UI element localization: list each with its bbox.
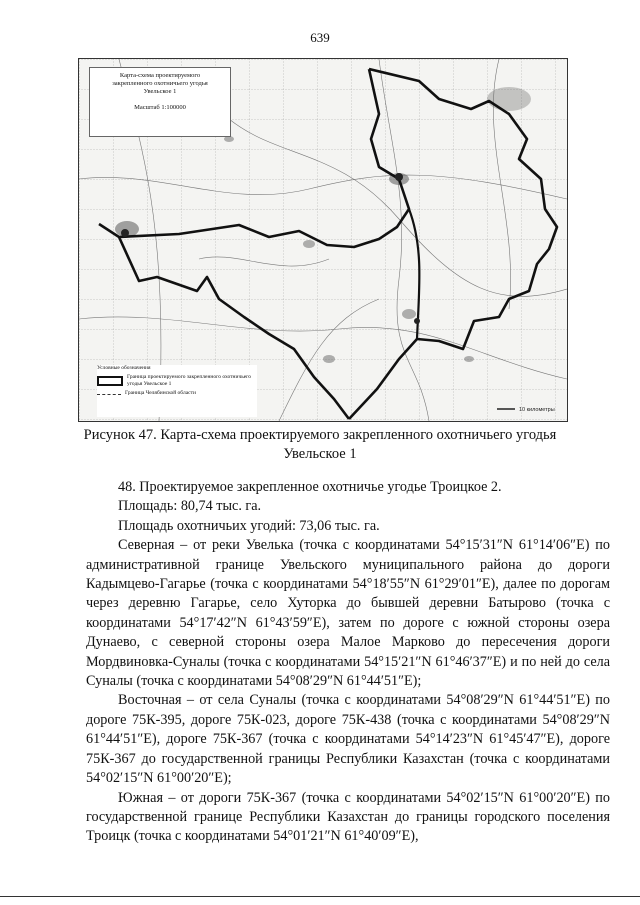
legend-row-region [97, 390, 257, 397]
legend-region-label: Граница Челябинской области [125, 390, 196, 396]
map-title-line: закрепленного охотничьего угодья [112, 80, 208, 87]
scale-bar-label: 10 километры [519, 407, 555, 413]
page-number: 639 [310, 30, 330, 45]
map-title-box [89, 67, 231, 137]
caption-line-2: Увельское 1 [283, 446, 357, 462]
map-title-line: Увельское 1 [143, 88, 177, 95]
map-title-line: Карта-схема проектируемого [119, 72, 201, 79]
section-text [86, 478, 610, 847]
legend-heading: Условные обозначения [97, 365, 151, 371]
figure-caption [40, 426, 600, 464]
north-boundary-paragraph: Северная – от реки Увелька (точка с координатами 54°15′31″N 61°14′06″E) по административной границе Увельского муниципального района до дороги Кадымцево-Гагарье (точка с координатами 54°18′55″N 61°29′01″E), далее по дорогам через деревню Гагарье, село Хуторка до бывшей деревни Батырово (точка с координатами 54°17′42″N 61°43′59″E), затем по дороге с южной стороны озера Дунаево, с северной стороны озера Малое Марково до пересечения дороги Мордвиновка-Суналы (точка с координатами 54°15′21″N 61°46′37″E) и по ней до села Суналы (точка с координатами 54°08′29″N 61°44′51″E); [86, 537, 610, 690]
section-hunting-area: Площадь охотничьих угодий: 73,06 тыс. га. [118, 517, 380, 534]
legend-boundary-label: Граница проектируемого закрепленного охотничьего угодья Увельское 1 [127, 374, 252, 387]
legend-row-boundary [97, 374, 257, 388]
legend-region-swatch [97, 394, 121, 395]
page-bottom-rule [0, 896, 640, 897]
section-area: Площадь: 80,74 тыс. га. [118, 498, 262, 515]
legend-boundary-swatch [97, 376, 123, 386]
map-figure [78, 58, 568, 422]
caption-line-1: Рисунок 47. Карта-схема проектируемого закрепленного охотничьего угодья [83, 427, 557, 443]
map-legend [97, 365, 257, 417]
south-boundary-paragraph: Южная – от дороги 75К-367 (точка с координатами 54°02′15″N 61°00′20″E) по государственной границе Республики Казахстан до границы городского поселения Троицк (точка с координатами 54°01′21″N 61°40′09″E), [86, 789, 610, 845]
section-heading: 48. Проектируемое закрепленное охотничье угодье Троицкое 2. [118, 479, 502, 495]
map-scale: Масштаб 1:100000 [134, 104, 186, 111]
east-boundary-paragraph: Восточная – от села Суналы (точка с координатами 54°08′29″N 61°44′51″E) по дороге 75К-395, дороге 75К-023, дороге 75К-438 (точка с координатами 54°08′29″N 61°44′51″E), дороге 75К-367 (точка с координатами 54°14′23″N 61°45′47″E), дороге 75К-367 до государственной границы Республики Казахстан (точка с координатами 54°02′15″N 61°00′20″E); [86, 692, 610, 787]
